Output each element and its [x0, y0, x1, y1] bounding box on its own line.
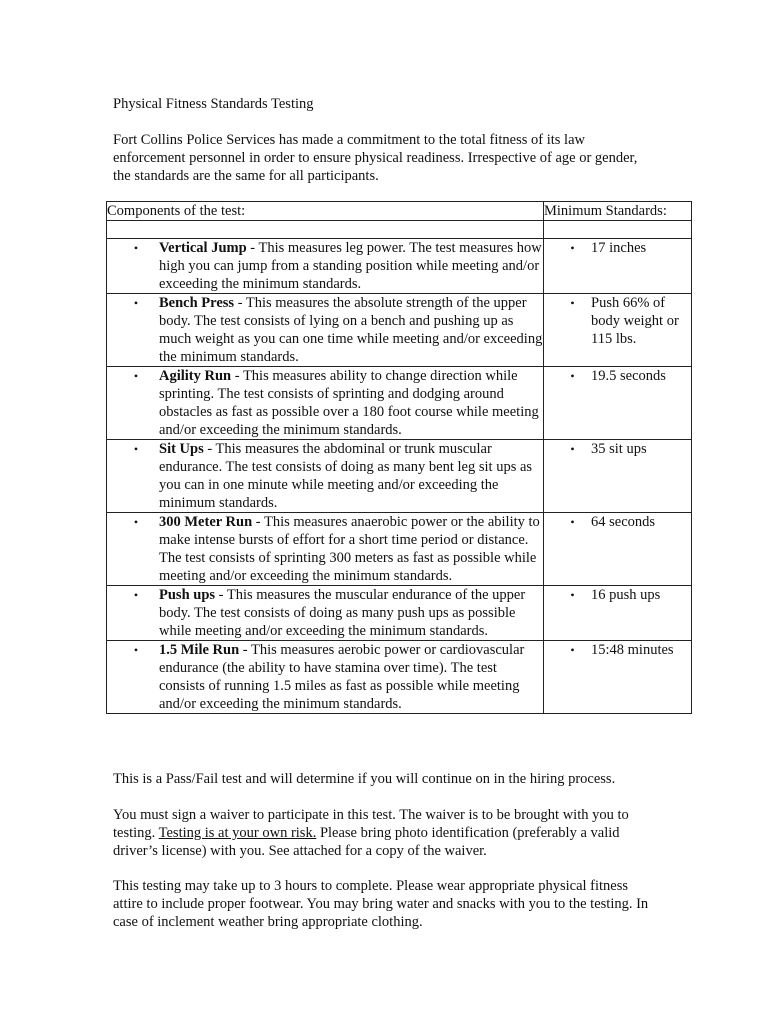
table-row: [107, 294, 692, 367]
component-cell: [107, 641, 544, 714]
pass-fail-paragraph: This is a Pass/Fail test and will determine if you will continue on in the hiring process.: [113, 771, 616, 787]
standard-cell: [544, 239, 692, 294]
bullet-icon: •: [133, 643, 139, 657]
component-description: - This measures ability to change direction while sprinting. The test consists of sprinting and dodging around obstacles as fast as possible over a 180 foot course while meeting and/or exceeding the minimum standards.: [159, 368, 539, 438]
standard-bullet-item: [544, 641, 691, 659]
bullet-icon: •: [570, 241, 575, 255]
table-row: [107, 641, 692, 714]
component-cell: [107, 239, 544, 294]
page-title: Physical Fitness Standards Testing: [113, 96, 314, 112]
header-components: Components of the test:: [107, 202, 544, 221]
component-text: [159, 294, 543, 366]
standard-cell: [544, 641, 692, 714]
component-text: [159, 440, 543, 512]
standard-value: 64 seconds: [591, 514, 656, 530]
standard-cell: [544, 513, 692, 586]
component-name: Bench Press: [159, 295, 235, 311]
component-name: Sit Ups: [159, 441, 204, 457]
table-header-row: [107, 202, 692, 221]
component-bullet-item: [107, 513, 543, 585]
standard-value: Push 66% of body weight or 115 lbs.: [591, 295, 679, 347]
spacer-cell: [544, 221, 692, 239]
component-cell: [107, 294, 544, 367]
component-description: - This measures leg power. The test measures how high you can jump from a standing position while meeting and/or exceeding the minimum standards.: [159, 240, 542, 292]
table-row: [107, 367, 692, 440]
standard-cell: [544, 367, 692, 440]
component-text: [159, 367, 543, 439]
bullet-icon: •: [570, 588, 575, 602]
component-name: Vertical Jump: [159, 240, 247, 256]
bullet-icon: •: [133, 515, 139, 529]
bullet-icon: •: [133, 296, 139, 310]
component-name: 1.5 Mile Run: [159, 642, 240, 658]
component-text: [159, 586, 543, 640]
component-name: 300 Meter Run: [159, 514, 253, 530]
bullet-icon: •: [570, 515, 575, 529]
component-description: - This measures the abdominal or trunk muscular endurance. The test consists of doing as many bent leg sit ups as you can in one minute while meeting and/or exceeding the minimum standards.: [159, 441, 533, 511]
component-bullet-item: [107, 294, 543, 366]
table-row: [107, 239, 692, 294]
standard-bullet-item: [544, 367, 691, 385]
standard-cell: [544, 294, 692, 367]
bullet-icon: •: [570, 369, 575, 383]
standard-bullet-item: [544, 586, 691, 604]
duration-paragraph: This testing may take up to 3 hours to complete. Please wear appropriate physical fitness attire to include proper footwear. You may bring water and snacks with you to the testing. In case of inclement weather bring appropriate clothing.: [113, 878, 649, 930]
standard-value: 17 inches: [591, 240, 647, 256]
table-row: [107, 513, 692, 586]
standard-value: 35 sit ups: [591, 441, 647, 457]
header-minimum-standards: Minimum Standards:: [544, 202, 692, 221]
waiver-paragraph: [113, 806, 658, 860]
spacer-cell: [107, 221, 544, 239]
standard-bullet-item: [544, 294, 691, 348]
component-bullet-item: [107, 239, 543, 293]
component-description: - This measures aerobic power or cardiovascular endurance (the ability to have stamina over time). The test consists of running 1.5 miles as fast as possible while meeting and/or exceeding the minimum standards.: [159, 642, 525, 712]
component-name: Push ups: [159, 587, 216, 603]
waiver-text-part2: Please bring photo identification (preferably a valid driver’s license) with you. See attached for a copy of the waiver.: [113, 825, 620, 859]
component-name: Agility Run: [159, 368, 232, 384]
standard-value: 16 push ups: [591, 587, 661, 603]
component-text: [159, 513, 543, 585]
bullet-icon: •: [133, 241, 139, 255]
standards-table: [106, 201, 692, 714]
component-bullet-item: [107, 440, 543, 512]
bullet-icon: •: [133, 442, 139, 456]
component-cell: [107, 586, 544, 641]
component-cell: [107, 367, 544, 440]
table-row: [107, 440, 692, 513]
standard-cell: [544, 586, 692, 641]
bullet-icon: •: [570, 643, 575, 657]
bullet-icon: •: [570, 296, 575, 310]
component-description: - This measures the muscular endurance of the upper body. The test consists of doing as many push ups as possible while meeting and/or exceeding the minimum standards.: [159, 587, 526, 639]
table-spacer-row: [107, 221, 692, 239]
component-description: - This measures anaerobic power or the ability to make intense bursts of effort for a short time period or distance. The test consists of sprinting 300 meters as fast as possible while meeting and/or exceeding the minimum standards.: [159, 514, 540, 584]
standard-bullet-item: [544, 513, 691, 531]
component-bullet-item: [107, 367, 543, 439]
component-description: - This measures the absolute strength of the upper body. The test consists of lying on a bench and pushing up as much weight as you can one time while meeting and/or exceeding the minimum standards.: [159, 295, 543, 365]
intro-paragraph: Fort Collins Police Services has made a commitment to the total fitness of its law enforcement personnel in order to ensure physical readiness. Irrespective of age or gender, the standards are the same for all participants.: [113, 132, 638, 184]
component-cell: [107, 440, 544, 513]
waiver-text-part1: You must sign a waiver to participate in this test. The waiver is to be brought with you to testing.: [113, 807, 629, 841]
standard-value: 19.5 seconds: [591, 368, 666, 384]
component-bullet-item: [107, 641, 543, 713]
component-text: [159, 239, 543, 293]
standard-value: 15:48 minutes: [591, 642, 674, 658]
bullet-icon: •: [133, 369, 139, 383]
standard-bullet-item: [544, 440, 691, 458]
own-risk-underlined: Testing is at your own risk.: [158, 825, 317, 841]
component-bullet-item: [107, 586, 543, 640]
table-row: [107, 586, 692, 641]
component-cell: [107, 513, 544, 586]
standard-bullet-item: [544, 239, 691, 257]
bullet-icon: •: [570, 442, 575, 456]
bullet-icon: •: [133, 588, 139, 602]
component-text: [159, 641, 543, 713]
standard-cell: [544, 440, 692, 513]
